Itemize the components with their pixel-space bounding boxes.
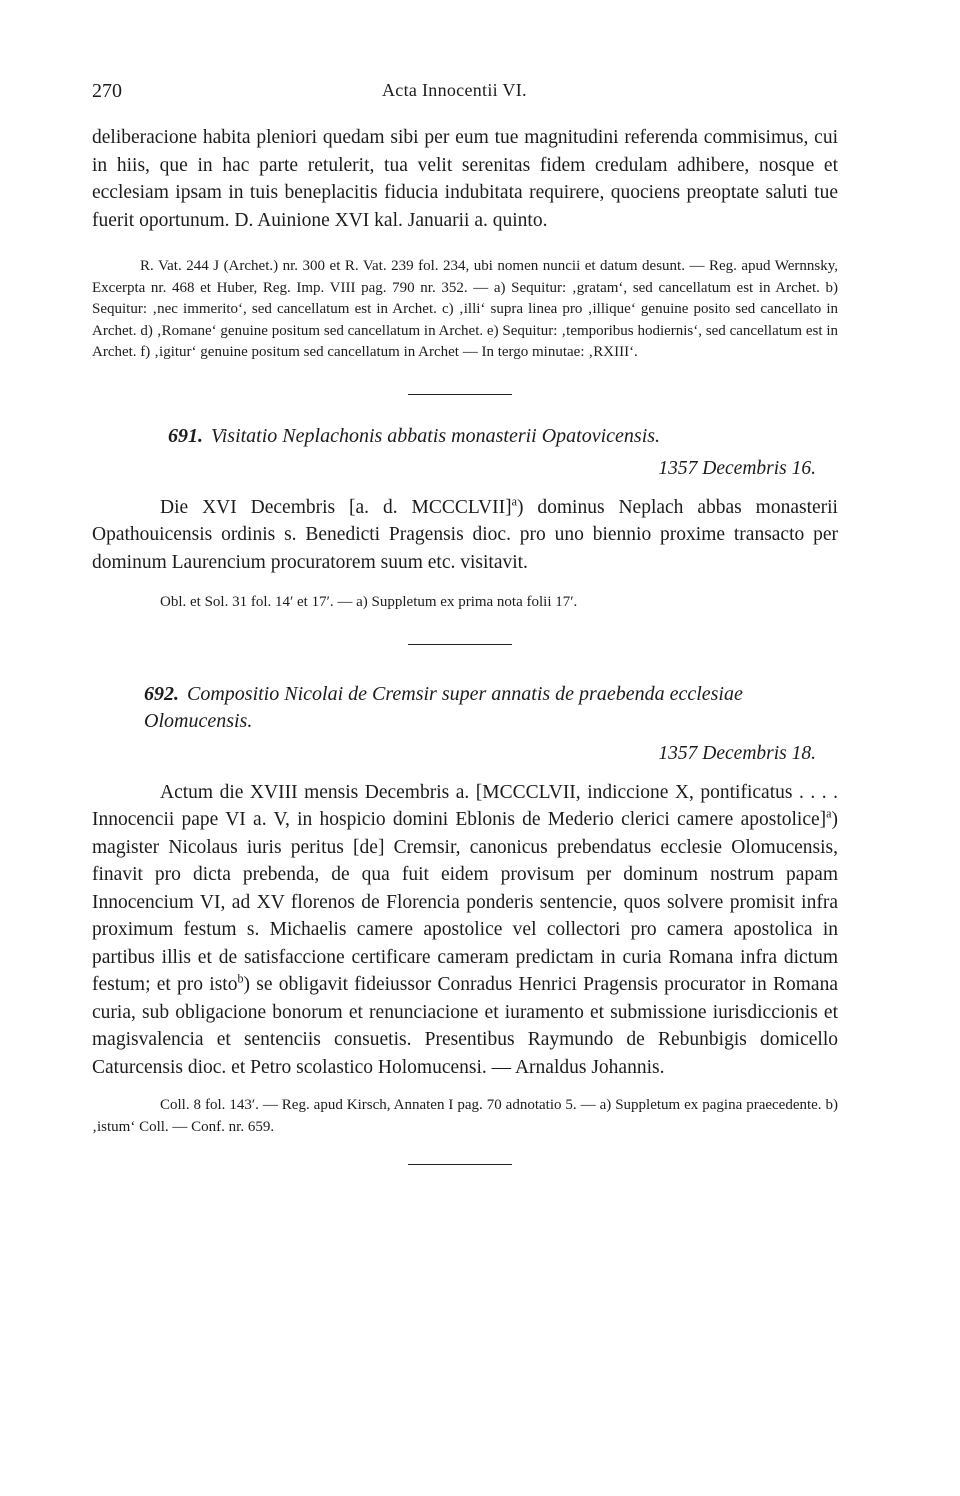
document-page xyxy=(92,80,838,1165)
entry-text-part: ) se obligavit fideiussor Conradus Henrici Pragensis procurator in Romana curia, sub obligacione bonorum et renunciacione et iuramento et submissione iurisdiccionis et magisvalencia et sentenciis consuetis. Presentibus Raymundo de Rebunbigis domicello Caturcensis dioc. et Petro scolastico Holomucensi. — Arnaldus Johannis. xyxy=(92,974,838,1078)
section-divider xyxy=(408,644,512,645)
continuation-text: deliberacione habita pleniori quedam sibi per eum tue magnitudini referenda commisimus, cui in hiis, que in hac parte retulerit, tua velit serenitas fidem credulam adhibere, nosque et ecclesiam ipsam in tuis beneplacitis fiducia indubitata requirere, quociens preoptate saluti tue fuerit oportunum. D. Auinione XVI kal. Januarii a. quinto. xyxy=(92,127,838,231)
entry-number: 691. xyxy=(168,424,203,447)
entry-date: 1357 Decembris 18. xyxy=(658,742,816,764)
entry-text-part: Die XVI Decembris [a. d. MCCCLVII] xyxy=(160,496,512,518)
entry-text-part: ) dominus Neplach abbas monasterii Opathouicensis ordinis s. Benedicti Pragensis dioc. pro uno biennio proxime transacto per dominum Laurencium procuratorem suum etc. visitavit. xyxy=(92,496,838,573)
entry-text-part: ) magister Nicolaus iuris peritus [de] Cremsir, canonicus prebendatus ecclesie Olomucensis, finavit pro dicta prebenda, de qua fuit eidem provisum per dominum nostrum papam Innocencium VI, ad XV florenos de Florencia ponderis sentencie, quos solvere promisit infra proximum festum s. Michaelis camere apostolice vel collectori pro camera apostolica in partibus illis et de satisfaccione certificare cameram predictam in curia Romana infra dictum festum; et pro isto xyxy=(92,809,838,995)
page-header xyxy=(92,80,838,116)
continuation-apparatus: R. Vat. 244 J (Archet.) nr. 300 et R. Vat. 239 fol. 234, ubi nomen nuncii et datum desunt. — Reg. apud Wernnsky, Excerpta nr. 468 et Huber, Reg. Imp. VIII pag. 790 nr. 352. — a) Sequitur: ‚gratam‘, sed cancellatum est in Archet. b) Sequitur: ‚nec immerito‘, sed cancellatum est in Archet. c) ‚illi‘ supra linea pro ‚illique‘ genuine posito sed cancellato in Archet. d) ‚Romane‘ genuine positum sed cancellatum in Archet. e) Sequitur: ‚temporibus hodiernis‘, sed cancellatum est in Archet. f) ‚igitur‘ genuine positum sed cancellatum in Archet — In tergo minutae: ‚RXIII‘. xyxy=(92,258,838,360)
entry-text-part: Actum die XVIII mensis Decembris a. [MCCCLVII, indiccione X, pontificatus . . . . Innocencii pape VI a. V, in hospicio domini Eblonis de Mederio clerici camere apostolice] xyxy=(92,781,838,830)
entry-691 xyxy=(92,423,838,614)
entry-date: 1357 Decembris 16. xyxy=(658,457,816,479)
entry-text xyxy=(92,494,838,577)
entry-heading xyxy=(92,423,838,450)
page-number: 270 xyxy=(92,80,122,102)
entry-apparatus: Coll. 8 fol. 143′. — Reg. apud Kirsch, Annaten I pag. 70 adnotatio 5. — a) Suppletum ex pagina praecedente. b) ‚istum‘ Coll. — Conf. nr. 659. xyxy=(92,1097,838,1135)
running-title: Acta Innocentii VI. xyxy=(382,80,527,100)
note-mark: a xyxy=(511,494,517,508)
section-divider xyxy=(408,1164,512,1165)
entry-number: 692. xyxy=(144,682,179,705)
entry-text xyxy=(92,779,838,1082)
entry-heading xyxy=(92,681,838,735)
note-mark: b xyxy=(237,971,244,986)
entry-title: Compositio Nicolai de Cremsir super annatis de praebenda ecclesiae Olomucensis. xyxy=(144,682,743,732)
entry-title: Visitatio Neplachonis abbatis monasterii Opatovicensis. xyxy=(211,424,661,447)
entry-apparatus: Obl. et Sol. 31 fol. 14′ et 17′. — a) Suppletum ex prima nota folii 17′. xyxy=(160,594,578,610)
note-mark: a xyxy=(826,806,832,821)
section-divider xyxy=(408,394,512,395)
entry-692 xyxy=(92,681,838,1139)
